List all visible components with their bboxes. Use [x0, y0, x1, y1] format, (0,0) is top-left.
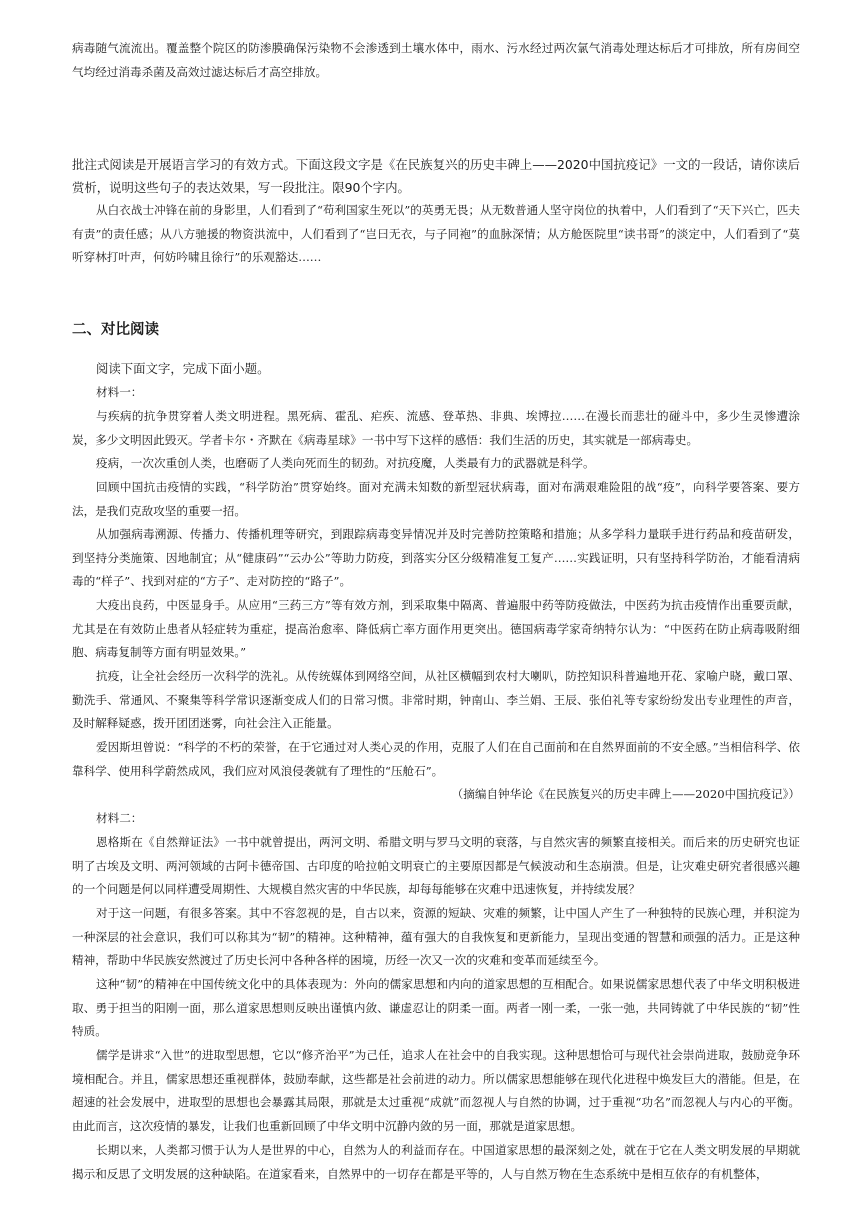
material1-paragraph-5: 大疫出良药，中医显身手。从应用“三药三方”等有效方剂，到采取集中隔离、普遍服中药等防疫做法，中医药为抗击疫情作出重要贡献，尤其是在有效防止患者从轻症转为重症，提高治愈率、降低病亡率方面作用更突出。德国病毒学家奇纳特尔认为：“中医药在防止病毒吸附细胞、病毒复制等方面有明显效果。”: [72, 598, 800, 659]
material1-source: （摘编自钟华论《在民族复兴的历史丰碑上——2020中国抗疫记》）: [451, 787, 800, 801]
material2-paragraph-5: 长期以来，人类都习惯于认为人是世界的中心，自然为人的利益而存在。中国道家思想的最深刻之处，就在于它在人类文明发展的早期就揭示和反思了文明发展的这种缺陷。在道家看来，自然界中的一切存在都是平等的，人与自然万物在生态系统中是相互依存的有机整体，: [72, 1143, 800, 1181]
material2-label: 材料二：: [96, 811, 143, 825]
material2-paragraph-1: 恩格斯在《自然辩证法》一书中就曾提出，两河文明、希腊文明与罗马文明的衰落，与自然灾害的频繁直接相关。而后来的历史研究也证明了古埃及文明、两河领域的古阿卡德帝国、古印度的哈拉帕文明衰亡的主要原因都是气候波动和生态崩溃。但是，让灾难史研究者很感兴趣的一个问题是何以同样遭受周期性、大规模自然灾害的中华民族，却每每能够在灾难中迅速恢复，并持续发展？: [72, 835, 800, 896]
material2-paragraph-2: 对于这一问题，有很多答案。其中不容忽视的是，自古以来，资源的短缺、灾难的频繁，让中国人产生了一种独特的民族心理，并积淀为一种深层的社会意识，我们可以称其为“韧”的精神。这种精神，蕴有强大的自我恢复和更新能力，呈现出变通的智慧和顽强的活力。正是这种精神，帮助中华民族安然渡过了历史长河中各种各样的困境，历经一次又一次的灾难和变革而延续至今。: [72, 906, 800, 967]
question-prompt: 批注式阅读是开展语言学习的有效方式。下面这段文字是《在民族复兴的历史丰碑上——2020中国抗疫记》一文的一段话，请你读后赏析，说明这些句子的表达效果，写一段批注。限90个字内。: [72, 157, 800, 195]
material2-paragraph-4: 儒学是讲求“入世”的进取型思想，它以“修齐治平”为己任，追求人在社会中的自我实现。这种思想恰可与现代社会崇尚进取，鼓励竞争环境相配合。并且，儒家思想还重视群体，鼓励奉献，这些都是社会前进的动力。所以儒家思想能够在现代化进程中焕发巨大的潜能。但是，在超速的社会发展中，进取型的思想也会暴露其局限，那就是太过重视“成就”而忽视人与自然的协调，过于重视“功名”而忽视人与内心的平衡。由此而言，这次疫情的暴发，让我们也重新回顾了中华文明中沉静内敛的另一面，那就是道家思想。: [72, 1048, 800, 1133]
material1-paragraph-3: 回顾中国抗击疫情的实践，“科学防治”贯穿始终。面对充满未知数的新型冠状病毒，面对布满艰难险阻的战“疫”，向科学要答案、要方法，是我们克敌攻坚的重要一招。: [72, 480, 800, 518]
material1-paragraph-6: 抗疫，让全社会经历一次科学的洗礼。从传统媒体到网络空间，从社区横幅到农村大喇叭，防控知识科普遍地开花、家喻户晓，戴口罩、勤洗手、常通风、不聚集等科学常识逐渐变成人们的日常习惯。非常时期，钟南山、李兰娟、王辰、张伯礼等专家纷纷发出专业理性的声音，及时解释疑惑，拨开团团迷雾，向社会注入正能量。: [72, 669, 800, 730]
material1-label: 材料一：: [96, 385, 143, 399]
material1-paragraph-2: 疫病，一次次重创人类，也磨砺了人类向死而生的韧劲。对抗疫魔，人类最有力的武器就是科学。: [96, 456, 595, 470]
material1-paragraph-4: 从加强病毒溯源、传播力、传播机理等研究，到跟踪病毒变异情况并及时完善防控策略和措施；从多学科力量联手进行药品和疫苗研发，到坚持分类施策、因地制宜；从“健康码”“云办公”等助力防疫，到落实分区分级精准复工复产……实践证明，只有坚持科学防治，才能看清病毒的“样子”、找到对症的“方子”、走对防控的“路子”。: [72, 527, 800, 588]
section-heading: 二、对比阅读: [72, 322, 159, 338]
question-passage: 从白衣战士冲锋在前的身影里，人们看到了“苟利国家生死以”的英勇无畏；从无数普通人坚守岗位的执着中，人们看到了“天下兴亡，匹夫有责”的责任感；从八方驰援的物资洪流中，人们看到了“岂曰无衣，与子同袍”的血脉深情；从方舱医院里“读书哥”的淡定中，人们看到了“莫听穿林打叶声，何妨吟啸且徐行”的乐观豁达……: [72, 203, 800, 264]
material1-paragraph-1: 与疾病的抗争贯穿着人类文明进程。黑死病、霍乱、疟疾、流感、登革热、非典、埃博拉……在漫长而悲壮的碰斗中，多少生灵惨遭涂炭，多少文明因此毁灭。学者卡尔・齐默在《病毒星球》一书中写下这样的感悟：我们生活的历史，其实就是一部病毒史。: [72, 409, 800, 447]
material2-paragraph-3: 这种“韧”的精神在中国传统文化中的具体表现为：外向的儒家思想和内向的道家思想的互相配合。如果说儒家思想代表了中华文明积极进取、勇于担当的阳刚一面，那么道家思想则反映出谨慎内敛、谦虚忍让的阴柔一面。两者一刚一柔，一张一弛，共同铸就了中华民族的“韧”性特质。: [72, 977, 800, 1038]
section-instruction: 阅读下面文字，完成下面小题。: [96, 361, 270, 376]
material1-paragraph-7: 爱因斯坦曾说：“科学的不朽的荣誉，在于它通过对人类心灵的作用，克服了人们在自己面前和在自然界面前的不安全感。”当相信科学、依靠科学、使用科学蔚然成风，我们应对风浪侵袭就有了理性的“压舱石”。: [72, 740, 800, 778]
top-paragraph: 病毒随气流流出。覆盖整个院区的防渗膜确保污染物不会渗透到土壤水体中，雨水、污水经过两次氯气消毒处理达标后才可排放，所有房间空气均经过消毒杀菌及高效过滤达标后才高空排放。: [72, 41, 800, 79]
